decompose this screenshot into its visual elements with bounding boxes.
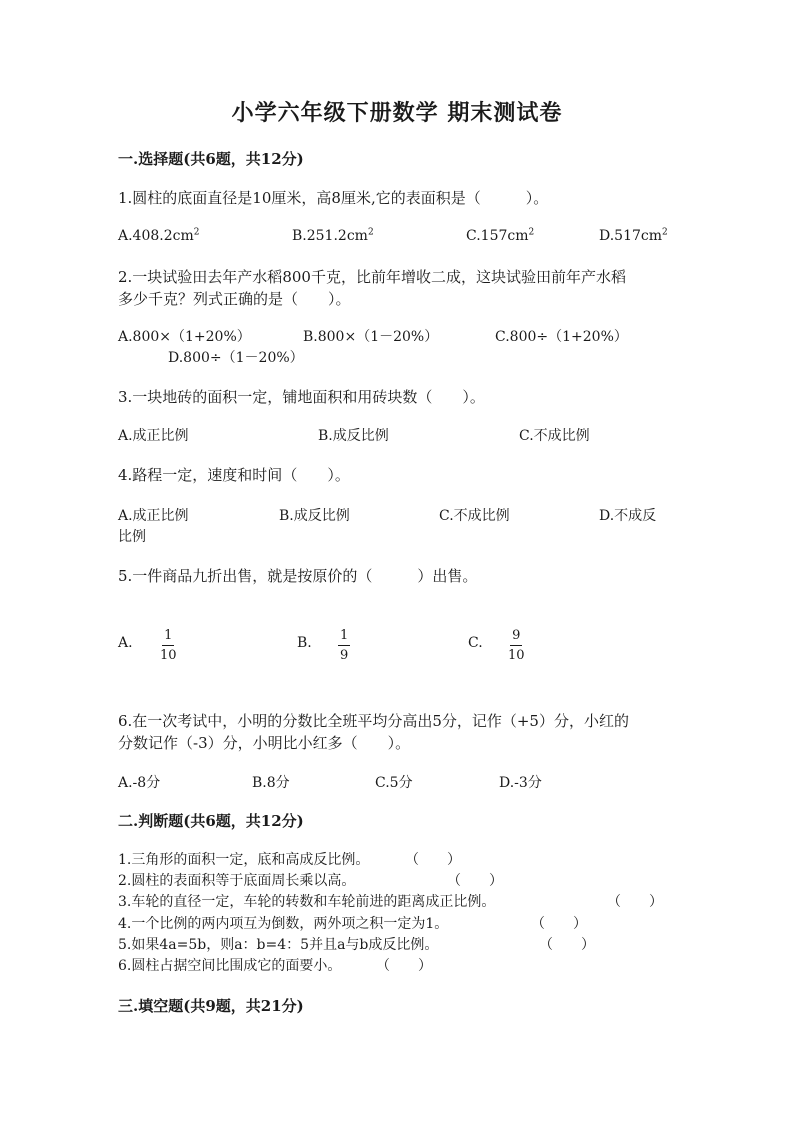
q4-option-a: A.成正比例 <box>118 508 189 524</box>
q2-option-b: B.800×（1－20%） <box>303 329 439 345</box>
q5-option-a-label: A. <box>118 635 133 651</box>
q6-option-c: C.5分 <box>375 775 413 791</box>
question-4: 4.路程一定，速度和时间（ ）。 <box>118 466 350 484</box>
question-3: 3.一块地砖的面积一定，铺地面积和用砖块数（ ）。 <box>118 388 485 406</box>
q6-option-d: D.-3分 <box>499 775 542 791</box>
q4-option-b: B.成反比例 <box>279 508 350 524</box>
page-title: 小学六年级下册数学 期末测试卷 <box>231 100 563 126</box>
q4-option-d-wrap: 比例 <box>118 529 146 545</box>
tf-item-2-bracket: （ ） <box>447 873 503 889</box>
question-1: 1.圆柱的底面直径是10厘米，高8厘米,它的表面积是（ ）。 <box>118 189 549 207</box>
q5-option-b-fraction: $\frac{1}{9}$ <box>340 628 349 663</box>
tf-item-4-bracket: （ ） <box>531 916 587 932</box>
tf-item-5-bracket: （ ） <box>539 937 595 953</box>
q5-option-c-label: C. <box>468 635 483 651</box>
q2-option-d: D.800÷（1－20%） <box>168 350 304 366</box>
q1-option-b: $B.251.2cm^2$ <box>292 227 374 244</box>
question-5: 5.一件商品九折出售，就是按原价的（ ）出售。 <box>118 567 478 585</box>
section-heading-fill-blank: 三.填空题(共9题，共21分) <box>118 997 304 1015</box>
q1-option-a: $A.408.2cm^2$ <box>118 227 200 244</box>
q4-option-c: C.不成比例 <box>439 508 510 524</box>
q1-option-c: $C.157cm^2$ <box>466 227 535 244</box>
section-heading-true-false: 二.判断题(共6题，共12分) <box>118 812 304 830</box>
q1-option-d: $D.517cm^2$ <box>599 227 668 244</box>
tf-item-4: 4.一个比例的两内项互为倒数，两外项之积一定为1。 <box>118 916 449 932</box>
question-6-line-1: 6.在一次考试中，小明的分数比全班平均分高出5分，记作（+5）分，小红的 <box>118 712 629 730</box>
q3-option-a: A.成正比例 <box>118 428 189 444</box>
tf-item-6: 6.圆柱占据空间比围成它的面要小。 <box>118 958 342 974</box>
question-2-line-1: 2.一块试验田去年产水稻800千克，比前年增收二成，这块试验田前年产水稻 <box>118 268 626 286</box>
q6-option-b: B.8分 <box>252 775 290 791</box>
tf-item-6-bracket: （ ） <box>376 958 432 974</box>
tf-item-5: 5.如果4a=5b，则a：b=4：5并且a与b成反比例。 <box>118 937 439 953</box>
q6-option-a: A.-8分 <box>118 775 161 791</box>
question-2-line-2: 多少千克？列式正确的是（ ）。 <box>118 290 351 308</box>
q3-option-c: C.不成比例 <box>519 428 590 444</box>
tf-item-3-bracket: （ ） <box>607 894 663 910</box>
tf-item-3: 3.车轮的直径一定，车轮的转数和车轮前进的距离成正比例。 <box>118 894 496 910</box>
section-heading-choice: 一.选择题(共6题，共12分) <box>118 150 304 168</box>
q5-option-a-fraction: $\frac{1}{10}$ <box>160 628 177 663</box>
q4-option-d: D.不成反 <box>599 508 657 524</box>
q5-option-b-label: B. <box>297 635 312 651</box>
tf-item-2: 2.圆柱的表面积等于底面周长乘以高。 <box>118 873 356 889</box>
q3-option-b: B.成反比例 <box>318 428 389 444</box>
q2-option-c: C.800÷（1+20%） <box>495 329 628 345</box>
q5-option-c-fraction: $\frac{9}{10}$ <box>508 628 525 663</box>
question-6-line-2: 分数记作（-3）分，小明比小红多（ ）。 <box>118 734 411 752</box>
q2-option-a: A.800×（1+20%） <box>118 329 251 345</box>
tf-item-1: 1.三角形的面积一定，底和高成反比例。 <box>118 852 370 868</box>
tf-item-1-bracket: （ ） <box>405 852 461 868</box>
